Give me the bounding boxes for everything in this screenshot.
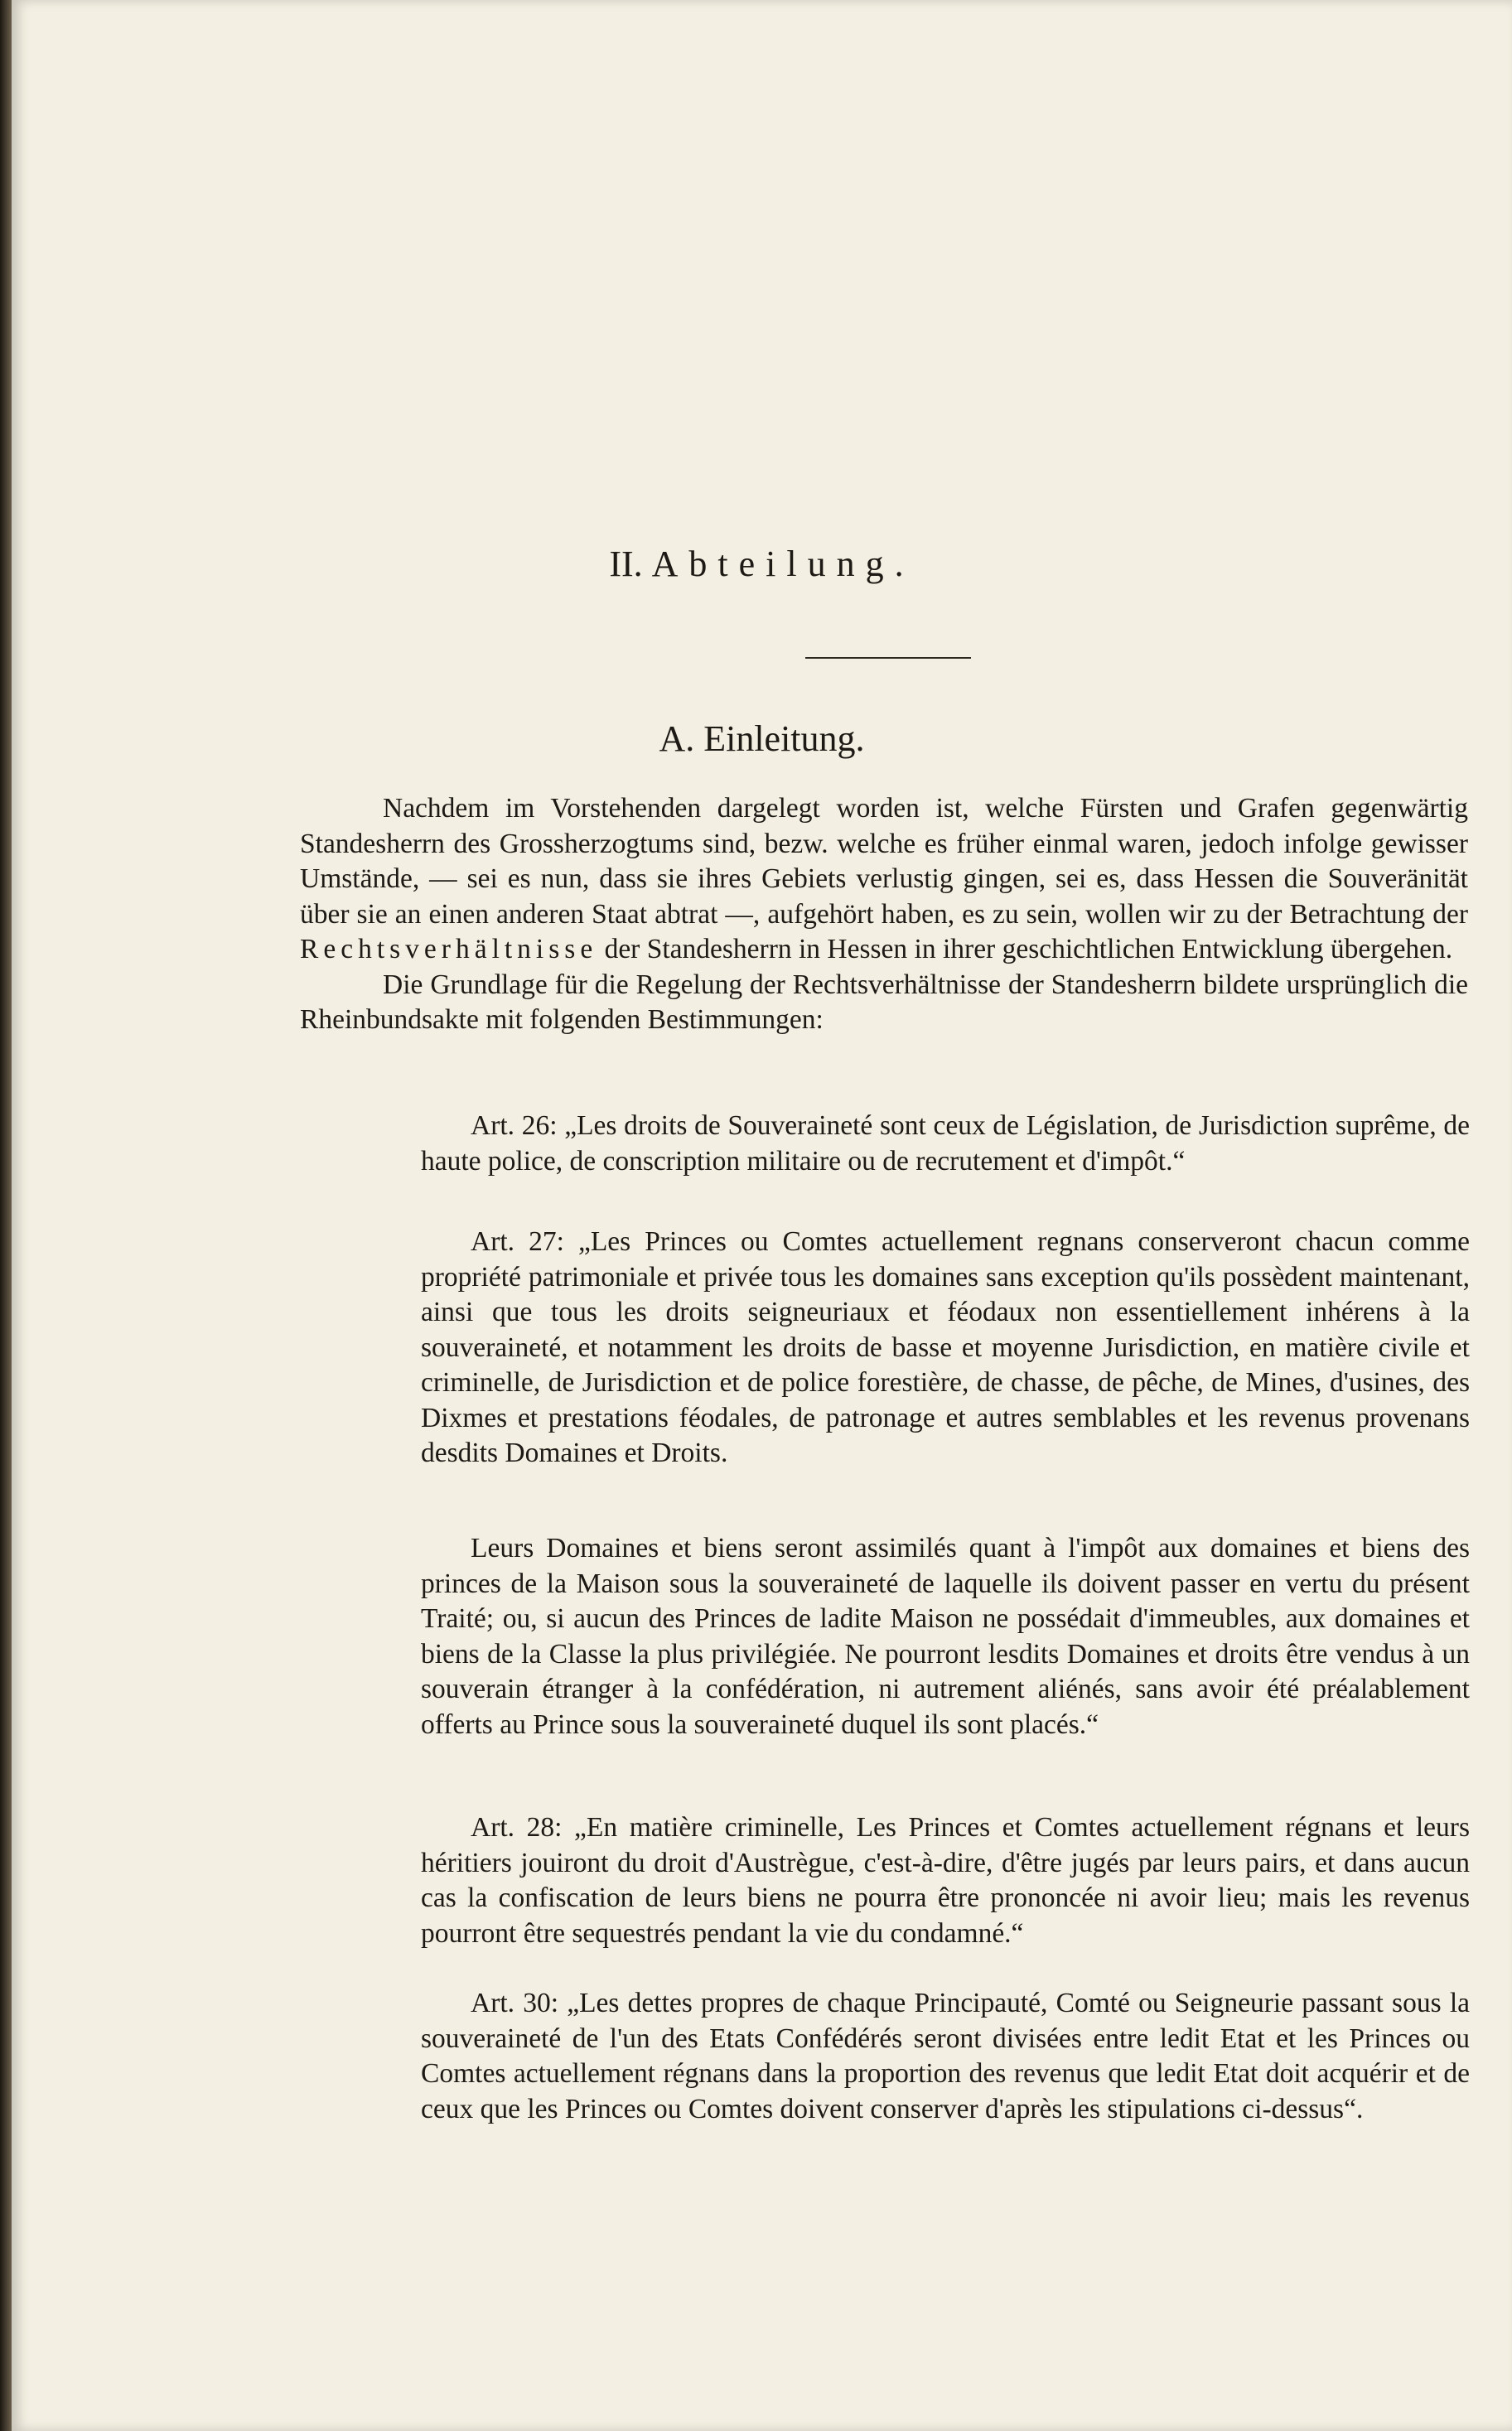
document-page [12,0,1512,2431]
section-number: II. [609,544,643,584]
article-26: Art. 26: „Les droits de Souveraineté sont ceux de Législation, de Jurisdiction suprême, de haute police, de conscription militaire ou de recrutement et d'impôt.“ [421,1110,1470,1177]
title-divider [805,657,971,659]
article-27-continuation: Leurs Domaines et biens seront assimilés quant à l'impôt aux domaines et biens des princes de la Maison sous la souveraineté de laquelle ils doivent passer en vertu du présent Traité; ou, si aucun des Princes de ladite Maison ne possédait d'immeubles, aux domaines et biens de la Classe la plus privilégiée. Ne pourront lesdits Domaines et droits être vendus à un souverain étranger à la confédération, ni autrement aliénés, sans avoir été préalablement offerts au Prince sous la souveraineté duquel ils sont placés.“ [421,1533,1470,1740]
section-word: Abteilung. [651,544,915,584]
section-title [12,543,1512,585]
article-27: Art. 27: „Les Princes ou Comtes actuellement regnans conserveront chacun comme propriété patrimoniale et privée tous les domaines sans exception qu'ils possèdent maintenant, ainsi que tous les droits seigneuriaux et féodaux non essentiellement inhérens à la souveraineté, et notamment les droits de basse et moyenne Jurisdiction, en matière civile et criminelle, de Jurisdiction et de police forestière, de chasse, de pêche, de Mines, d'usines, des Dixmes et prestations féodales, de patronage et autres semblables et les revenus provenans desdits Domaines et Droits. [421,1226,1470,1468]
intro-paragraph: Die Grundlage für die Regelung der Rechtsverhältnisse der Standesherrn bildete ursprünglich die Rheinbundsakte mit folgenden Bestimmungen: [300,969,1468,1035]
subsection-title: A. Einleitung. [659,718,865,759]
intro-text [300,791,1468,1038]
article-30: Art. 30: „Les dettes propres de chaque Principauté, Comté ou Seigneurie passant sous la souveraineté de l'un des Etats Confédérés seront divisées entre ledit Etat et les Princes ou Comtes actuellement régnans dans la proportion des revenus que ledit Etat doit acquérir et de ceux que les Princes ou Comtes doivent conserver d'après les stipulations ci-dessus“. [421,1988,1470,2124]
article-28: Art. 28: „En matière criminelle, Les Princes et Comtes actuellement régnans et leurs héritiers jouiront du droit d'Austrègue, c'est-à-dire, d'être jugés par leurs pairs, et dans aucun cas la confiscation de leurs biens ne pourra être prononcée ni avoir lieu; mais les revenus pourront être sequestrés pendant la vie du condamné.“ [421,1812,1470,1949]
page-binding-edge [0,0,12,2431]
emphasized-term: Rechtsverhältnisse [300,934,598,964]
intro-paragraph: Nachdem im Vorstehenden dargelegt worden ist, welche Fürsten und Grafen gegenwärtig Standesherrn des Grossherzogtums sind, bezw. welche es früher einmal waren, jedoch infolge gewisser Umstände, — sei es nun, dass sie ihres Gebiets verlustig gingen, sei es, dass Hessen die Souveränität über sie an einen anderen Staat abtrat —, aufgehört haben, es zu sein, wollen wir zu der Betrachtung der Rechtsverhältnisse der Standesherrn in Hessen in ihrer geschichtlichen Entwicklung übergehen. [300,793,1468,964]
